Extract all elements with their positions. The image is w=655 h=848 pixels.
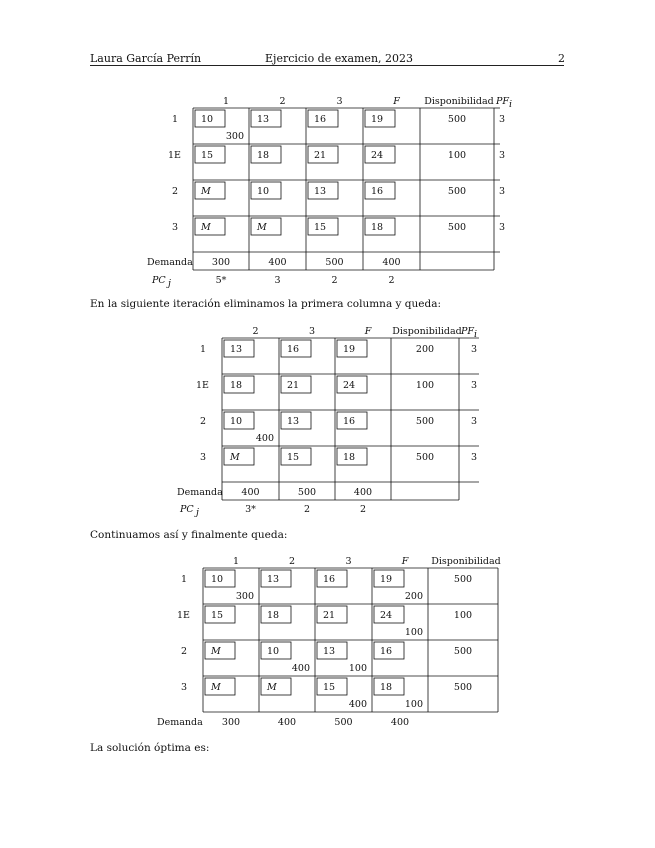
cost-value: 21 bbox=[323, 610, 336, 621]
allocation-value: 400 bbox=[348, 699, 367, 710]
demand-value: 500 bbox=[297, 487, 317, 498]
cost-value: M bbox=[201, 222, 211, 233]
column-header-1: 1 bbox=[222, 96, 230, 107]
allocation-value: 100 bbox=[348, 663, 367, 674]
row-penalty-value: 3 bbox=[471, 452, 478, 463]
row-label: 2 bbox=[172, 186, 179, 197]
demand-value: 500 bbox=[325, 257, 344, 268]
demand-value: 400 bbox=[390, 717, 410, 728]
cost-value: M bbox=[211, 646, 221, 657]
demand-value: 300 bbox=[211, 257, 231, 268]
allocation-value: 100 bbox=[404, 699, 423, 710]
row-penalty-value: 3 bbox=[499, 114, 506, 125]
demand-value: 400 bbox=[241, 487, 260, 498]
allocation-value: 100 bbox=[404, 627, 423, 638]
row-penalty-value: 3 bbox=[471, 380, 478, 391]
availability-value: 100 bbox=[453, 610, 473, 621]
cost-value: 16 bbox=[287, 344, 300, 355]
row-label: 3 bbox=[172, 222, 179, 233]
cost-value: 21 bbox=[314, 150, 327, 161]
row-label: 1E bbox=[196, 380, 209, 391]
column-header-3: 3 bbox=[345, 556, 352, 567]
row-penalty-value: 3 bbox=[471, 416, 478, 427]
cost-value: M bbox=[201, 186, 211, 197]
allocation-value: 200 bbox=[404, 591, 423, 602]
row-penalty-value: 3 bbox=[499, 150, 506, 161]
availability-value: 500 bbox=[447, 114, 467, 125]
demand-value: 300 bbox=[221, 717, 241, 728]
row-label: 1 bbox=[181, 574, 188, 585]
column-header-2: 2 bbox=[288, 556, 296, 567]
cost-value: 13 bbox=[230, 344, 243, 355]
row-label: 3 bbox=[200, 452, 207, 463]
availability-value: 500 bbox=[415, 452, 435, 463]
cost-value: 10 bbox=[230, 416, 243, 427]
column-header-2: 2 bbox=[252, 326, 259, 337]
column-header-F: F bbox=[364, 326, 372, 337]
cost-value: 19 bbox=[343, 344, 356, 355]
cost-value: 15 bbox=[323, 682, 336, 693]
demand-label: Demanda bbox=[177, 487, 223, 498]
cost-value: 10 bbox=[211, 574, 224, 585]
cost-value: 19 bbox=[380, 574, 393, 585]
availability-header: Disponibilidad bbox=[392, 326, 462, 337]
header-page-number: 2 bbox=[558, 52, 565, 65]
cost-value: M bbox=[230, 452, 240, 463]
cost-value: 24 bbox=[380, 610, 393, 621]
cost-value: 10 bbox=[267, 646, 280, 657]
row-label: 1E bbox=[177, 610, 190, 621]
column-header-3: 3 bbox=[336, 96, 343, 107]
cost-value: 24 bbox=[343, 380, 356, 391]
paragraph-continue: Continuamos así y finalmente queda: bbox=[90, 529, 288, 541]
cost-value: M bbox=[257, 222, 267, 233]
availability-value: 500 bbox=[447, 222, 467, 233]
column-penalty-value: 2 bbox=[303, 504, 311, 515]
row-label: 1 bbox=[200, 344, 207, 355]
cost-value: 15 bbox=[201, 150, 214, 161]
cost-value: 18 bbox=[257, 150, 270, 161]
paragraph-solution: La solución óptima es: bbox=[90, 742, 210, 754]
column-penalty-value: 2 bbox=[359, 504, 367, 515]
cost-value: 15 bbox=[314, 222, 327, 233]
demand-label: Demanda bbox=[147, 257, 193, 268]
penalty-col-subscript: j bbox=[196, 507, 199, 518]
availability-value: 100 bbox=[415, 380, 435, 391]
penalty-col-label: PC bbox=[180, 504, 194, 515]
allocation-value: 400 bbox=[255, 433, 274, 444]
allocation-value: 400 bbox=[291, 663, 310, 674]
row-label: 2 bbox=[200, 416, 207, 427]
availability-value: 500 bbox=[453, 646, 473, 657]
row-label: 3 bbox=[181, 682, 188, 693]
row-penalty-value: 3 bbox=[471, 344, 478, 355]
column-penalty-value: 3 bbox=[274, 275, 281, 286]
penalty-row-header: PF bbox=[461, 326, 474, 337]
penalty-col-subscript: j bbox=[168, 278, 171, 289]
cost-value: 18 bbox=[371, 222, 384, 233]
availability-value: 200 bbox=[415, 344, 435, 355]
column-header-3: 3 bbox=[308, 326, 316, 337]
row-label: 1 bbox=[172, 114, 179, 125]
availability-value: 500 bbox=[453, 682, 473, 693]
cost-value: 13 bbox=[314, 186, 327, 197]
column-header-2: 2 bbox=[279, 96, 286, 107]
penalty-row-subscript: i bbox=[509, 99, 513, 110]
row-label: 1E bbox=[168, 150, 181, 161]
demand-label: Demanda bbox=[157, 717, 203, 728]
allocation-value: 300 bbox=[235, 591, 254, 602]
row-label: 2 bbox=[181, 646, 188, 657]
cost-value: 13 bbox=[287, 416, 300, 427]
column-header-F: F bbox=[393, 96, 400, 107]
cost-value: 21 bbox=[287, 380, 300, 391]
header-title: Ejercicio de examen, 2023 bbox=[265, 52, 414, 65]
penalty-row-subscript: i bbox=[474, 329, 478, 340]
row-penalty-value: 3 bbox=[499, 186, 506, 197]
row-penalty-value: 3 bbox=[499, 222, 506, 233]
column-penalty-value: 2 bbox=[331, 275, 338, 286]
cost-value: M bbox=[267, 682, 277, 693]
column-penalty-value: 2 bbox=[388, 275, 395, 286]
cost-value: M bbox=[211, 682, 221, 693]
cost-value: 10 bbox=[257, 186, 270, 197]
cost-value: 16 bbox=[371, 186, 384, 197]
cost-value: 13 bbox=[323, 646, 336, 657]
penalty-row-header: PF bbox=[496, 96, 509, 107]
cost-value: 15 bbox=[211, 610, 224, 621]
demand-value: 400 bbox=[268, 257, 287, 268]
column-header-F: F bbox=[401, 556, 409, 567]
cost-value: 13 bbox=[257, 114, 270, 125]
demand-value: 400 bbox=[353, 487, 373, 498]
availability-value: 500 bbox=[453, 574, 473, 585]
cost-value: 16 bbox=[380, 646, 393, 657]
header-author: Laura García Perrín bbox=[90, 52, 202, 65]
demand-value: 500 bbox=[334, 717, 353, 728]
cost-value: 13 bbox=[267, 574, 280, 585]
availability-value: 500 bbox=[447, 186, 467, 197]
cost-value: 19 bbox=[371, 114, 384, 125]
cost-value: 18 bbox=[230, 380, 243, 391]
paragraph-iteration: En la siguiente iteración eliminamos la primera columna y queda: bbox=[90, 298, 442, 310]
cost-value: 24 bbox=[371, 150, 384, 161]
cost-value: 18 bbox=[343, 452, 356, 463]
cost-value: 18 bbox=[267, 610, 280, 621]
penalty-col-label: PC bbox=[152, 275, 166, 286]
cost-value: 10 bbox=[201, 114, 214, 125]
cost-value: 18 bbox=[380, 682, 393, 693]
availability-value: 100 bbox=[447, 150, 467, 161]
allocation-value: 300 bbox=[225, 131, 244, 142]
demand-value: 400 bbox=[382, 257, 401, 268]
availability-header: Disponibilidad bbox=[431, 556, 501, 567]
column-header-1: 1 bbox=[232, 556, 240, 567]
cost-value: 16 bbox=[343, 416, 356, 427]
column-penalty-value: 3* bbox=[245, 504, 256, 515]
column-penalty-value: 5* bbox=[215, 275, 227, 286]
availability-header: Disponibilidad bbox=[424, 96, 494, 107]
demand-value: 400 bbox=[277, 717, 297, 728]
availability-value: 500 bbox=[415, 416, 435, 427]
cost-value: 16 bbox=[323, 574, 336, 585]
cost-value: 16 bbox=[314, 114, 327, 125]
cost-value: 15 bbox=[287, 452, 300, 463]
